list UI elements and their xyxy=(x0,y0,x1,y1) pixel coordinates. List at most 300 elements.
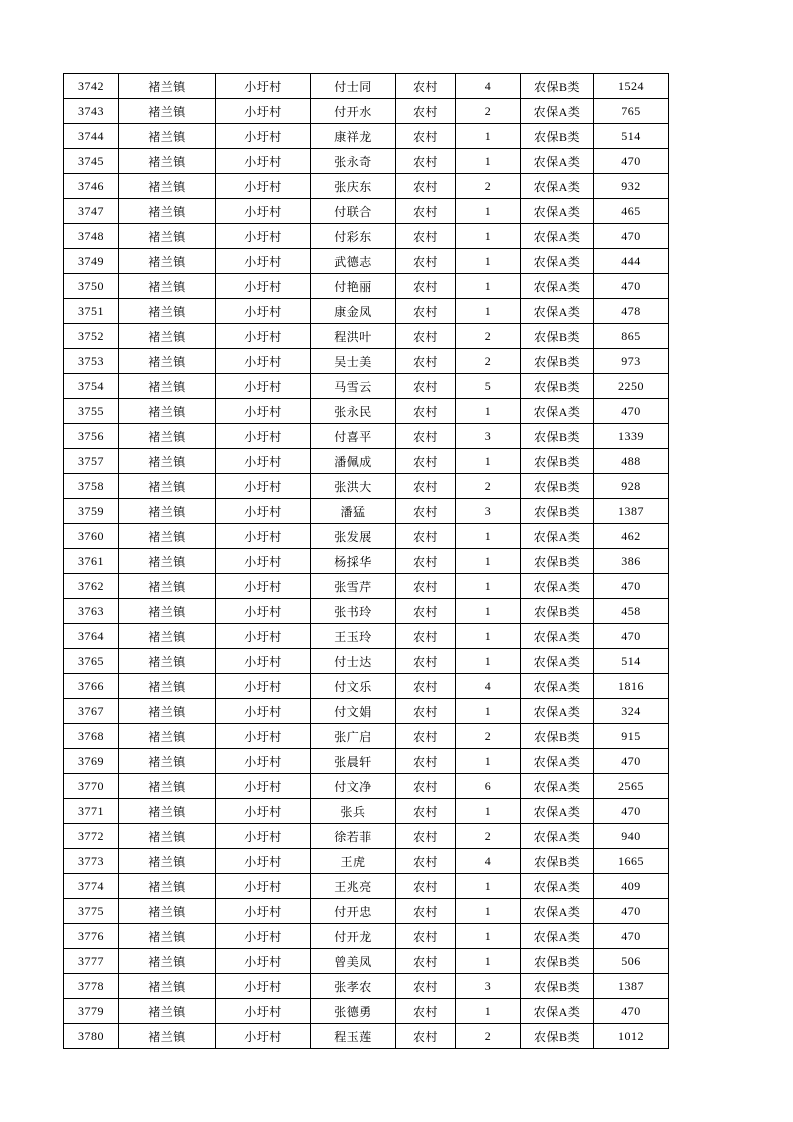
cell-type: 农村 xyxy=(396,224,456,249)
cell-name: 张书玲 xyxy=(311,599,396,624)
cell-amount: 514 xyxy=(594,124,669,149)
cell-id: 3771 xyxy=(64,799,119,824)
cell-count: 1 xyxy=(456,549,521,574)
cell-type: 农村 xyxy=(396,849,456,874)
cell-amount: 765 xyxy=(594,99,669,124)
cell-id: 3761 xyxy=(64,549,119,574)
cell-category: 农保B类 xyxy=(521,324,594,349)
cell-village: 小圩村 xyxy=(216,74,311,99)
cell-id: 3765 xyxy=(64,649,119,674)
cell-village: 小圩村 xyxy=(216,899,311,924)
cell-type: 农村 xyxy=(396,149,456,174)
cell-category: 农保A类 xyxy=(521,624,594,649)
cell-village: 小圩村 xyxy=(216,374,311,399)
cell-name: 付喜平 xyxy=(311,424,396,449)
cell-count: 3 xyxy=(456,499,521,524)
cell-town: 褚兰镇 xyxy=(119,924,216,949)
cell-id: 3752 xyxy=(64,324,119,349)
cell-village: 小圩村 xyxy=(216,149,311,174)
table-row xyxy=(64,274,669,299)
cell-count: 1 xyxy=(456,149,521,174)
cell-name: 张晨轩 xyxy=(311,749,396,774)
cell-id: 3754 xyxy=(64,374,119,399)
cell-category: 农保B类 xyxy=(521,374,594,399)
cell-village: 小圩村 xyxy=(216,874,311,899)
cell-id: 3763 xyxy=(64,599,119,624)
cell-amount: 506 xyxy=(594,949,669,974)
cell-village: 小圩村 xyxy=(216,224,311,249)
cell-category: 农保A类 xyxy=(521,299,594,324)
cell-village: 小圩村 xyxy=(216,349,311,374)
cell-name: 付开龙 xyxy=(311,924,396,949)
cell-count: 1 xyxy=(456,624,521,649)
cell-id: 3775 xyxy=(64,899,119,924)
cell-name: 程玉莲 xyxy=(311,1024,396,1049)
cell-name: 张洪大 xyxy=(311,474,396,499)
cell-town: 褚兰镇 xyxy=(119,949,216,974)
cell-type: 农村 xyxy=(396,349,456,374)
cell-name: 张德勇 xyxy=(311,999,396,1024)
cell-amount: 470 xyxy=(594,899,669,924)
cell-town: 褚兰镇 xyxy=(119,899,216,924)
cell-name: 王虎 xyxy=(311,849,396,874)
cell-id: 3756 xyxy=(64,424,119,449)
cell-village: 小圩村 xyxy=(216,424,311,449)
cell-amount: 488 xyxy=(594,449,669,474)
data-table xyxy=(63,73,669,1049)
cell-name: 张发展 xyxy=(311,524,396,549)
cell-type: 农村 xyxy=(396,549,456,574)
cell-town: 褚兰镇 xyxy=(119,699,216,724)
cell-name: 张永民 xyxy=(311,399,396,424)
cell-count: 5 xyxy=(456,374,521,399)
cell-name: 徐若菲 xyxy=(311,824,396,849)
cell-category: 农保A类 xyxy=(521,99,594,124)
table-row xyxy=(64,374,669,399)
cell-name: 程洪叶 xyxy=(311,324,396,349)
table-row xyxy=(64,849,669,874)
cell-village: 小圩村 xyxy=(216,1024,311,1049)
cell-id: 3757 xyxy=(64,449,119,474)
cell-town: 褚兰镇 xyxy=(119,399,216,424)
cell-town: 褚兰镇 xyxy=(119,499,216,524)
cell-town: 褚兰镇 xyxy=(119,649,216,674)
cell-town: 褚兰镇 xyxy=(119,524,216,549)
table-row xyxy=(64,199,669,224)
cell-amount: 1339 xyxy=(594,424,669,449)
cell-count: 4 xyxy=(456,849,521,874)
cell-name: 武德志 xyxy=(311,249,396,274)
cell-type: 农村 xyxy=(396,399,456,424)
cell-category: 农保A类 xyxy=(521,899,594,924)
cell-id: 3778 xyxy=(64,974,119,999)
cell-name: 张广启 xyxy=(311,724,396,749)
cell-amount: 915 xyxy=(594,724,669,749)
cell-count: 1 xyxy=(456,649,521,674)
cell-id: 3755 xyxy=(64,399,119,424)
cell-village: 小圩村 xyxy=(216,674,311,699)
cell-category: 农保A类 xyxy=(521,649,594,674)
cell-count: 2 xyxy=(456,474,521,499)
cell-town: 褚兰镇 xyxy=(119,824,216,849)
cell-name: 康金凤 xyxy=(311,299,396,324)
table-row xyxy=(64,699,669,724)
cell-count: 1 xyxy=(456,749,521,774)
cell-id: 3769 xyxy=(64,749,119,774)
cell-count: 2 xyxy=(456,99,521,124)
cell-category: 农保A类 xyxy=(521,999,594,1024)
cell-name: 张孝农 xyxy=(311,974,396,999)
cell-type: 农村 xyxy=(396,649,456,674)
cell-town: 褚兰镇 xyxy=(119,349,216,374)
cell-village: 小圩村 xyxy=(216,974,311,999)
cell-name: 付开水 xyxy=(311,99,396,124)
cell-amount: 1387 xyxy=(594,974,669,999)
cell-id: 3762 xyxy=(64,574,119,599)
cell-name: 张永奇 xyxy=(311,149,396,174)
cell-type: 农村 xyxy=(396,949,456,974)
cell-type: 农村 xyxy=(396,974,456,999)
cell-town: 褚兰镇 xyxy=(119,549,216,574)
cell-name: 付士同 xyxy=(311,74,396,99)
cell-amount: 2250 xyxy=(594,374,669,399)
cell-count: 3 xyxy=(456,424,521,449)
cell-count: 2 xyxy=(456,824,521,849)
cell-id: 3758 xyxy=(64,474,119,499)
cell-id: 3753 xyxy=(64,349,119,374)
cell-category: 农保B类 xyxy=(521,349,594,374)
cell-amount: 470 xyxy=(594,749,669,774)
cell-type: 农村 xyxy=(396,424,456,449)
cell-amount: 865 xyxy=(594,324,669,349)
cell-village: 小圩村 xyxy=(216,474,311,499)
cell-id: 3770 xyxy=(64,774,119,799)
cell-amount: 470 xyxy=(594,999,669,1024)
cell-town: 褚兰镇 xyxy=(119,749,216,774)
cell-type: 农村 xyxy=(396,574,456,599)
table-row xyxy=(64,524,669,549)
cell-village: 小圩村 xyxy=(216,649,311,674)
cell-town: 褚兰镇 xyxy=(119,1024,216,1049)
table-row xyxy=(64,824,669,849)
table-row xyxy=(64,799,669,824)
table-row xyxy=(64,1024,669,1049)
cell-village: 小圩村 xyxy=(216,999,311,1024)
table-row xyxy=(64,674,669,699)
cell-name: 康祥龙 xyxy=(311,124,396,149)
cell-count: 6 xyxy=(456,774,521,799)
cell-id: 3747 xyxy=(64,199,119,224)
cell-name: 王玉玲 xyxy=(311,624,396,649)
table-row xyxy=(64,774,669,799)
cell-type: 农村 xyxy=(396,599,456,624)
cell-category: 农保A类 xyxy=(521,399,594,424)
cell-name: 付文乐 xyxy=(311,674,396,699)
cell-category: 农保A类 xyxy=(521,749,594,774)
cell-count: 1 xyxy=(456,699,521,724)
cell-village: 小圩村 xyxy=(216,99,311,124)
cell-category: 农保A类 xyxy=(521,199,594,224)
cell-id: 3759 xyxy=(64,499,119,524)
cell-amount: 932 xyxy=(594,174,669,199)
cell-village: 小圩村 xyxy=(216,774,311,799)
cell-town: 褚兰镇 xyxy=(119,249,216,274)
cell-village: 小圩村 xyxy=(216,524,311,549)
cell-amount: 1012 xyxy=(594,1024,669,1049)
cell-amount: 462 xyxy=(594,524,669,549)
table-row xyxy=(64,249,669,274)
table-row xyxy=(64,949,669,974)
table-row xyxy=(64,874,669,899)
cell-id: 3749 xyxy=(64,249,119,274)
cell-type: 农村 xyxy=(396,824,456,849)
cell-category: 农保A类 xyxy=(521,799,594,824)
cell-id: 3748 xyxy=(64,224,119,249)
cell-name: 付联合 xyxy=(311,199,396,224)
cell-type: 农村 xyxy=(396,449,456,474)
cell-name: 潘佩成 xyxy=(311,449,396,474)
cell-name: 吴士美 xyxy=(311,349,396,374)
cell-type: 农村 xyxy=(396,1024,456,1049)
cell-town: 褚兰镇 xyxy=(119,799,216,824)
cell-town: 褚兰镇 xyxy=(119,674,216,699)
cell-village: 小圩村 xyxy=(216,824,311,849)
cell-type: 农村 xyxy=(396,924,456,949)
cell-town: 褚兰镇 xyxy=(119,624,216,649)
cell-count: 4 xyxy=(456,674,521,699)
table-row xyxy=(64,149,669,174)
cell-type: 农村 xyxy=(396,874,456,899)
cell-type: 农村 xyxy=(396,474,456,499)
cell-amount: 465 xyxy=(594,199,669,224)
cell-count: 2 xyxy=(456,324,521,349)
table-row xyxy=(64,449,669,474)
cell-category: 农保A类 xyxy=(521,149,594,174)
cell-count: 1 xyxy=(456,199,521,224)
cell-type: 农村 xyxy=(396,174,456,199)
cell-amount: 470 xyxy=(594,399,669,424)
cell-name: 付文娟 xyxy=(311,699,396,724)
table-row xyxy=(64,749,669,774)
cell-count: 1 xyxy=(456,874,521,899)
table-row xyxy=(64,224,669,249)
cell-category: 农保A类 xyxy=(521,674,594,699)
cell-category: 农保A类 xyxy=(521,924,594,949)
cell-village: 小圩村 xyxy=(216,949,311,974)
cell-name: 付开忠 xyxy=(311,899,396,924)
cell-type: 农村 xyxy=(396,499,456,524)
cell-count: 2 xyxy=(456,174,521,199)
cell-village: 小圩村 xyxy=(216,724,311,749)
cell-amount: 973 xyxy=(594,349,669,374)
cell-village: 小圩村 xyxy=(216,799,311,824)
cell-type: 农村 xyxy=(396,624,456,649)
cell-town: 褚兰镇 xyxy=(119,299,216,324)
cell-count: 1 xyxy=(456,224,521,249)
cell-id: 3772 xyxy=(64,824,119,849)
cell-amount: 409 xyxy=(594,874,669,899)
cell-town: 褚兰镇 xyxy=(119,449,216,474)
cell-town: 褚兰镇 xyxy=(119,849,216,874)
cell-type: 农村 xyxy=(396,724,456,749)
cell-id: 3744 xyxy=(64,124,119,149)
cell-village: 小圩村 xyxy=(216,249,311,274)
cell-type: 农村 xyxy=(396,799,456,824)
cell-category: 农保B类 xyxy=(521,599,594,624)
cell-id: 3764 xyxy=(64,624,119,649)
cell-type: 农村 xyxy=(396,699,456,724)
cell-amount: 458 xyxy=(594,599,669,624)
cell-type: 农村 xyxy=(396,124,456,149)
cell-village: 小圩村 xyxy=(216,499,311,524)
cell-count: 1 xyxy=(456,574,521,599)
cell-amount: 1665 xyxy=(594,849,669,874)
cell-category: 农保A类 xyxy=(521,699,594,724)
cell-count: 1 xyxy=(456,274,521,299)
cell-count: 1 xyxy=(456,524,521,549)
table-row xyxy=(64,324,669,349)
cell-name: 张庆东 xyxy=(311,174,396,199)
cell-count: 1 xyxy=(456,249,521,274)
cell-town: 褚兰镇 xyxy=(119,149,216,174)
cell-town: 褚兰镇 xyxy=(119,199,216,224)
cell-type: 农村 xyxy=(396,274,456,299)
cell-name: 张兵 xyxy=(311,799,396,824)
cell-village: 小圩村 xyxy=(216,399,311,424)
cell-category: 农保B类 xyxy=(521,74,594,99)
table-row xyxy=(64,724,669,749)
cell-id: 3777 xyxy=(64,949,119,974)
cell-town: 褚兰镇 xyxy=(119,424,216,449)
table-row xyxy=(64,174,669,199)
cell-type: 农村 xyxy=(396,299,456,324)
cell-count: 1 xyxy=(456,299,521,324)
cell-name: 马雪云 xyxy=(311,374,396,399)
cell-id: 3746 xyxy=(64,174,119,199)
cell-id: 3779 xyxy=(64,999,119,1024)
table-row xyxy=(64,924,669,949)
cell-amount: 386 xyxy=(594,549,669,574)
table-row xyxy=(64,299,669,324)
cell-category: 农保B类 xyxy=(521,1024,594,1049)
cell-town: 褚兰镇 xyxy=(119,574,216,599)
cell-village: 小圩村 xyxy=(216,324,311,349)
table-row xyxy=(64,599,669,624)
cell-id: 3751 xyxy=(64,299,119,324)
table-body xyxy=(64,74,669,1049)
cell-type: 农村 xyxy=(396,199,456,224)
cell-name: 付彩东 xyxy=(311,224,396,249)
cell-category: 农保A类 xyxy=(521,174,594,199)
cell-village: 小圩村 xyxy=(216,849,311,874)
cell-category: 农保A类 xyxy=(521,524,594,549)
cell-village: 小圩村 xyxy=(216,749,311,774)
cell-category: 农保A类 xyxy=(521,274,594,299)
cell-type: 农村 xyxy=(396,324,456,349)
cell-type: 农村 xyxy=(396,749,456,774)
cell-town: 褚兰镇 xyxy=(119,974,216,999)
cell-id: 3773 xyxy=(64,849,119,874)
cell-town: 褚兰镇 xyxy=(119,124,216,149)
cell-category: 农保A类 xyxy=(521,249,594,274)
table-row xyxy=(64,99,669,124)
cell-village: 小圩村 xyxy=(216,199,311,224)
cell-town: 褚兰镇 xyxy=(119,874,216,899)
cell-amount: 470 xyxy=(594,274,669,299)
cell-village: 小圩村 xyxy=(216,299,311,324)
cell-count: 1 xyxy=(456,799,521,824)
cell-name: 潘猛 xyxy=(311,499,396,524)
table-row xyxy=(64,649,669,674)
cell-type: 农村 xyxy=(396,899,456,924)
cell-type: 农村 xyxy=(396,74,456,99)
cell-amount: 470 xyxy=(594,924,669,949)
cell-amount: 470 xyxy=(594,624,669,649)
cell-count: 2 xyxy=(456,724,521,749)
cell-amount: 470 xyxy=(594,149,669,174)
cell-town: 褚兰镇 xyxy=(119,774,216,799)
cell-count: 1 xyxy=(456,899,521,924)
cell-id: 3766 xyxy=(64,674,119,699)
cell-village: 小圩村 xyxy=(216,274,311,299)
cell-type: 农村 xyxy=(396,374,456,399)
cell-category: 农保A类 xyxy=(521,774,594,799)
cell-type: 农村 xyxy=(396,674,456,699)
cell-id: 3742 xyxy=(64,74,119,99)
table-row xyxy=(64,624,669,649)
cell-category: 农保B类 xyxy=(521,549,594,574)
cell-id: 3760 xyxy=(64,524,119,549)
cell-type: 农村 xyxy=(396,999,456,1024)
cell-count: 2 xyxy=(456,349,521,374)
cell-town: 褚兰镇 xyxy=(119,99,216,124)
cell-amount: 470 xyxy=(594,799,669,824)
table-row xyxy=(64,424,669,449)
cell-town: 褚兰镇 xyxy=(119,374,216,399)
cell-name: 付艳丽 xyxy=(311,274,396,299)
cell-id: 3776 xyxy=(64,924,119,949)
cell-name: 杨採华 xyxy=(311,549,396,574)
cell-town: 褚兰镇 xyxy=(119,174,216,199)
cell-village: 小圩村 xyxy=(216,699,311,724)
cell-category: 农保B类 xyxy=(521,124,594,149)
cell-id: 3743 xyxy=(64,99,119,124)
table-row xyxy=(64,549,669,574)
cell-type: 农村 xyxy=(396,249,456,274)
table-row xyxy=(64,899,669,924)
cell-town: 褚兰镇 xyxy=(119,474,216,499)
cell-village: 小圩村 xyxy=(216,124,311,149)
cell-type: 农村 xyxy=(396,524,456,549)
cell-amount: 478 xyxy=(594,299,669,324)
cell-amount: 470 xyxy=(594,224,669,249)
cell-amount: 1524 xyxy=(594,74,669,99)
table-row xyxy=(64,74,669,99)
cell-category: 农保A类 xyxy=(521,874,594,899)
cell-count: 1 xyxy=(456,999,521,1024)
cell-amount: 928 xyxy=(594,474,669,499)
table-row xyxy=(64,499,669,524)
cell-village: 小圩村 xyxy=(216,924,311,949)
cell-amount: 514 xyxy=(594,649,669,674)
cell-id: 3750 xyxy=(64,274,119,299)
cell-category: 农保B类 xyxy=(521,949,594,974)
cell-town: 褚兰镇 xyxy=(119,599,216,624)
cell-village: 小圩村 xyxy=(216,574,311,599)
table-row xyxy=(64,399,669,424)
cell-category: 农保B类 xyxy=(521,474,594,499)
cell-category: 农保B类 xyxy=(521,849,594,874)
